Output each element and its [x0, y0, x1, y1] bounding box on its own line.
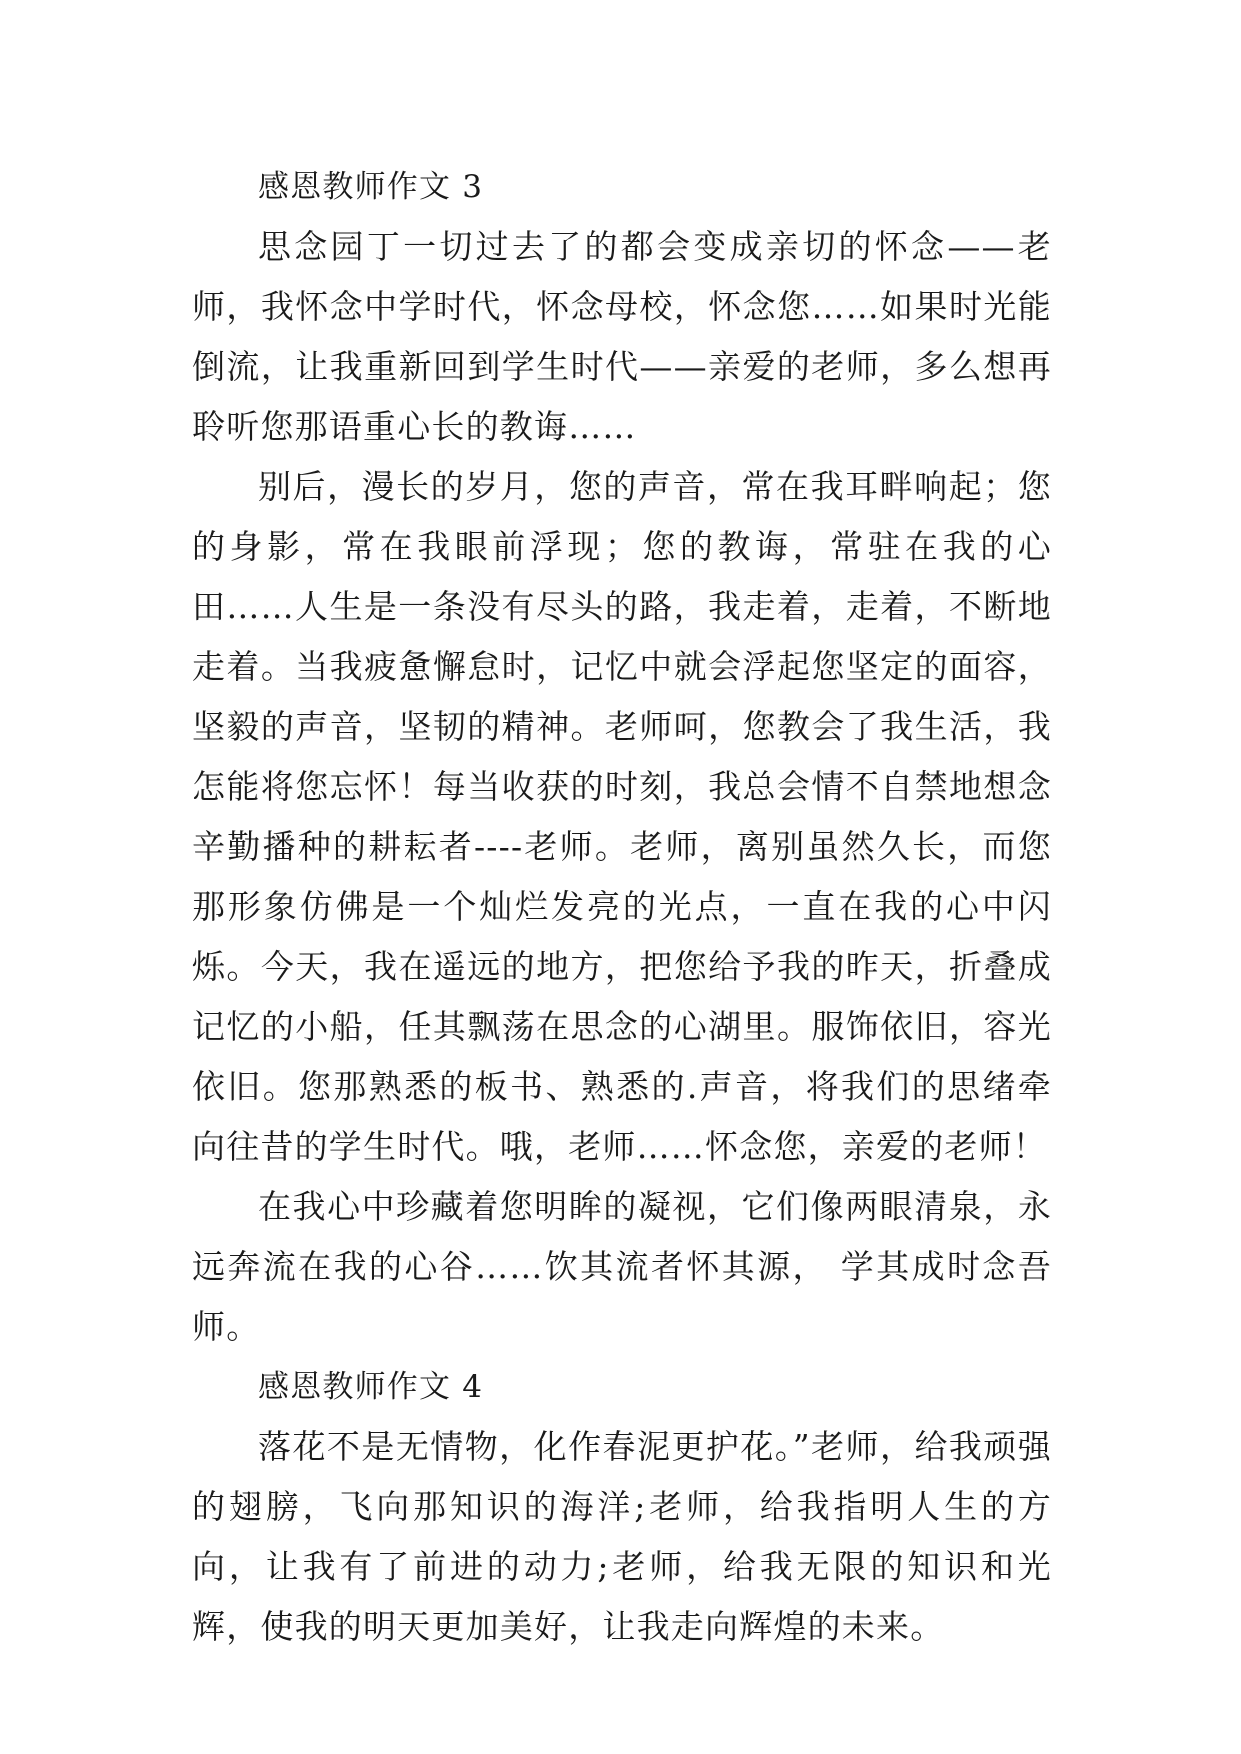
paragraph-essay-3-2: 别后，漫长的岁月，您的声音，常在我耳畔响起；您的身影，常在我眼前浮现；您的教诲，常驻在我的心田……人生是一条没有尽头的路，我走着，走着，不断地走着。当我疲惫懈怠时，记忆中就会浮起您坚定的面容，坚毅的声音，坚韧的精神。老师呵，您教会了我生活，我怎能将您忘怀！每当收获的时刻，我总会情不自禁地想念辛勤播种的耕耘者----老师。老师，离别虽然久长，而您那形象仿佛是一个灿烂发亮的光点，一直在我的心中闪烁。今天，我在遥远的地方，把您给予我的昨天，折叠成记忆的小船，任其飘荡在思念的心湖里。服饰依旧，容光依旧。您那熟悉的板书、熟悉的.声音，将我们的思绪牵向往昔的学生时代。哦，老师……怀念您，亲爱的老师！	[192, 467, 1052, 1166]
section-heading-essay-3: 感恩教师作文 3	[258, 169, 484, 205]
document-body	[192, 157, 1052, 1657]
paragraph-essay-3-1: 思念园丁一切过去了的都会变成亲切的怀念——老师，我怀念中学时代，怀念母校，怀念您……如果时光能倒流，让我重新回到学生时代——亲爱的老师，多么想再聆听您那语重心长的教诲……	[192, 227, 1052, 446]
paragraph-essay-3-3: 在我心中珍藏着您明眸的凝视，它们像两眼清泉，永远奔流在我的心谷……饮其流者怀其源， 学其成时念吾师。	[192, 1187, 1052, 1346]
section-heading-essay-4: 感恩教师作文 4	[258, 1369, 484, 1405]
paragraph-essay-4-1: 落花不是无情物，化作春泥更护花。”老师，给我顽强的翅膀，飞向那知识的海洋;老师，给我指明人生的方向，让我有了前进的动力;老师，给我无限的知识和光辉，使我的明天更加美好，让我走向辉煌的未来。	[192, 1427, 1052, 1646]
